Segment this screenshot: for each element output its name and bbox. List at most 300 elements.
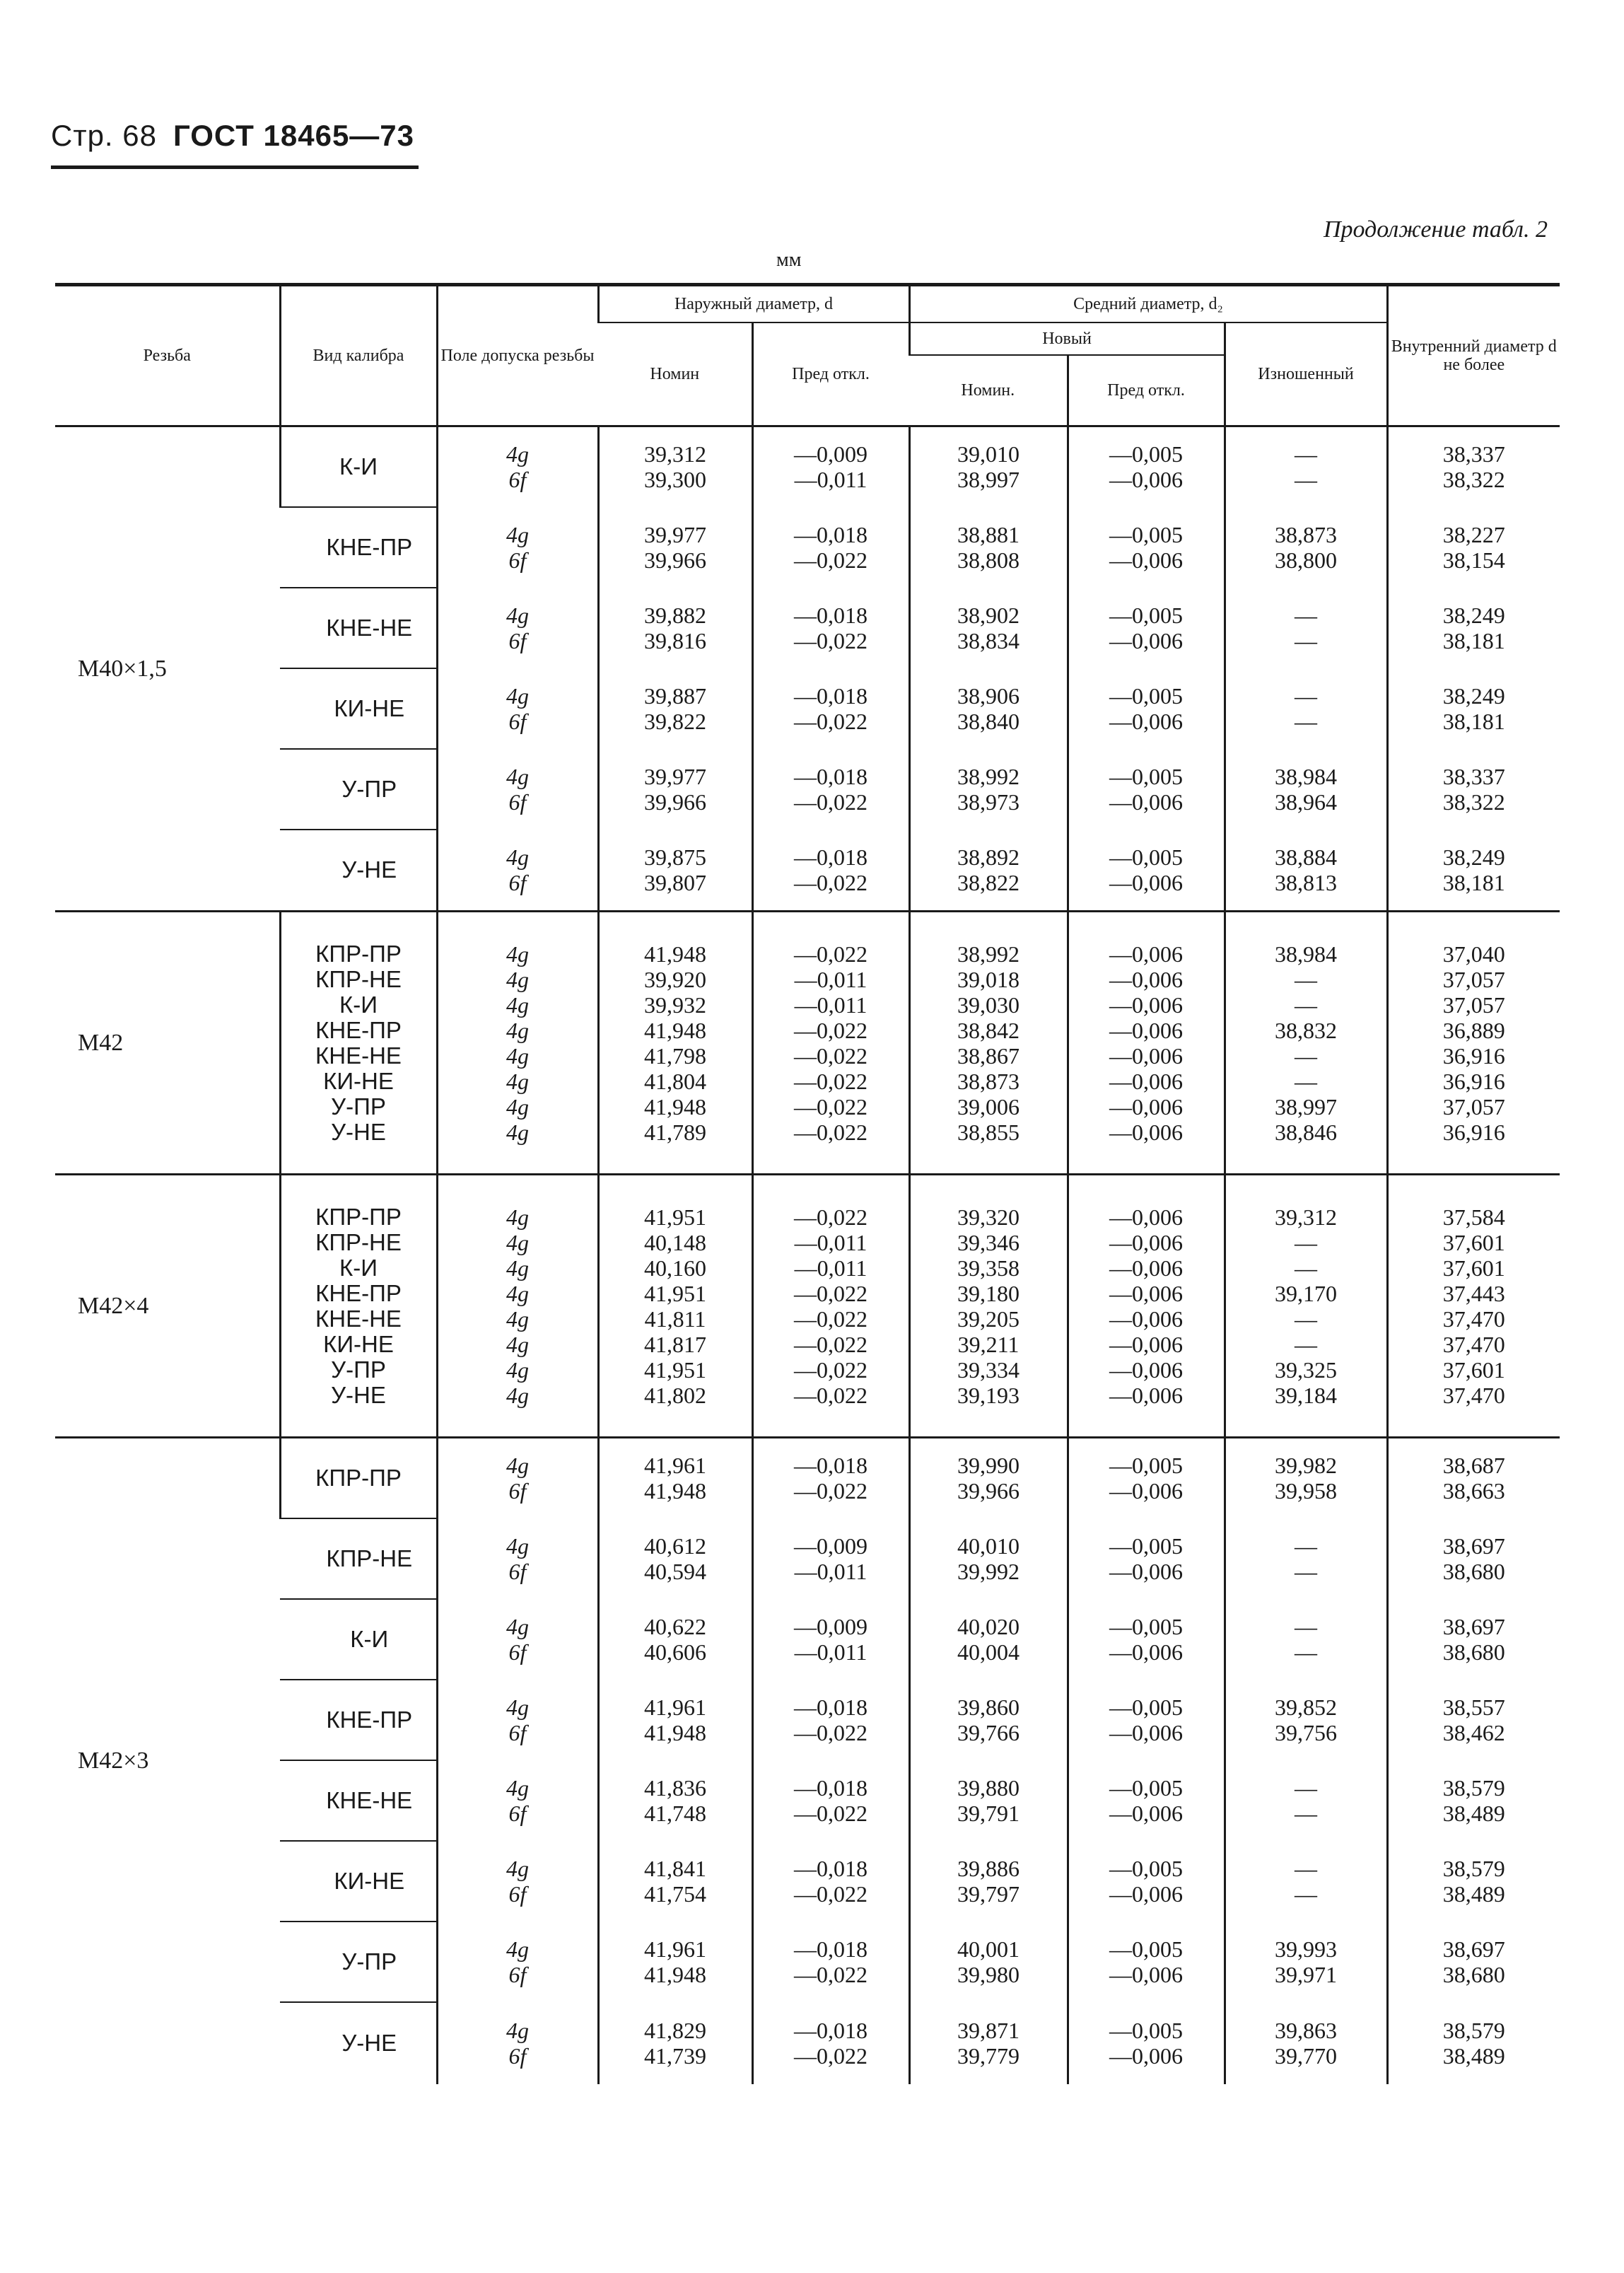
cell-value: —0,005	[1109, 1774, 1184, 1801]
cell-value: 41,798	[644, 1042, 706, 1069]
cell-value: 41,754	[644, 1880, 706, 1907]
cell-value: 39,932	[644, 992, 706, 1018]
worn-cell	[1225, 1680, 1387, 1760]
cell-value: 37,584	[1442, 1204, 1505, 1230]
outer-deviation-cell	[752, 1680, 909, 1760]
cell-value: 38,687	[1442, 1453, 1505, 1479]
cell-value: У-НЕ	[331, 1118, 386, 1145]
cell-value: 39,766	[957, 1719, 1020, 1745]
cell-value: 38,557	[1442, 1694, 1505, 1720]
cell-value: 38,873	[1275, 521, 1338, 547]
cell-value: 38,808	[957, 547, 1020, 573]
cell-value: —0,006	[1109, 1382, 1184, 1408]
worn-cell	[1225, 588, 1387, 668]
cell-value: 41,961	[644, 1453, 706, 1479]
cell-value: —0,022	[794, 1478, 868, 1504]
cell-value: —0,018	[794, 2017, 868, 2043]
cell-value: 38,181	[1442, 627, 1505, 653]
col-inner-diameter: Внутренний диаметр d не более	[1387, 285, 1560, 426]
table-row	[55, 912, 1560, 1175]
cell-value: —0,006	[1109, 1068, 1184, 1094]
cell-value: 4g	[506, 2017, 529, 2043]
cell-value: —0,005	[1109, 1936, 1184, 1962]
outer-nominal-cell	[598, 588, 752, 668]
cell-value: —0,006	[1109, 1306, 1184, 1332]
cell-value: 37,443	[1442, 1280, 1505, 1306]
cell-value: 41,948	[644, 1719, 706, 1745]
cell-value: 4g	[506, 682, 529, 709]
cell-value: 39,797	[957, 1880, 1020, 1907]
cell-value: 38,322	[1442, 789, 1505, 815]
col-thread: Резьба	[55, 285, 280, 426]
cell-value: —0,018	[794, 1694, 868, 1720]
cell-value: 38,902	[957, 602, 1020, 628]
cell-value: 4g	[506, 1255, 529, 1281]
cell-value: 41,948	[644, 1961, 706, 1987]
cell-value: 4g	[506, 763, 529, 789]
cell-value: КНЕ-НЕ	[315, 1042, 402, 1069]
inner-diameter-cell	[1387, 830, 1560, 912]
cell-value: —	[1295, 1855, 1318, 1881]
cell-value: 4g	[506, 1533, 529, 1559]
cell-value: —0,022	[794, 789, 868, 815]
cell-value: 4g	[506, 602, 529, 628]
cell-value: —0,009	[794, 1613, 868, 1639]
cell-value: 38,663	[1442, 1478, 1505, 1504]
cell-value: 41,948	[644, 941, 706, 967]
cell-value: 41,739	[644, 2042, 706, 2069]
inner-diameter-cell	[1387, 1922, 1560, 2002]
cell-value: 38,337	[1442, 441, 1505, 467]
cell-value: 39,346	[957, 1229, 1020, 1255]
cell-value: —0,022	[794, 1800, 868, 1826]
cell-value: 38,579	[1442, 1855, 1505, 1881]
cell-value: 38,813	[1275, 869, 1338, 895]
table-row	[55, 668, 1560, 749]
cell-value: 4g	[506, 1694, 529, 1720]
cell-value: 37,057	[1442, 966, 1505, 992]
cell-value: 38,834	[957, 627, 1020, 653]
cell-value: 39,807	[644, 869, 706, 895]
cell-value: 38,227	[1442, 521, 1505, 547]
cell-value: 38,249	[1442, 682, 1505, 709]
tolerance-cell	[437, 1841, 598, 1922]
inner-diameter-cell	[1387, 1760, 1560, 1841]
cell-value: —0,006	[1109, 467, 1184, 493]
cell-value: —0,005	[1109, 1533, 1184, 1559]
cell-value: 38,964	[1275, 789, 1338, 815]
cell-value: —0,011	[794, 1255, 868, 1281]
gauge-type-cell: К-И	[280, 426, 437, 507]
col-outer-nominal: Номин	[598, 322, 752, 426]
cell-value: КНЕ-ПР	[315, 1279, 402, 1306]
cell-value: 41,829	[644, 2017, 706, 2043]
cell-value: —0,022	[794, 1093, 868, 1120]
cell-value: —0,006	[1109, 1017, 1184, 1043]
thread-designation: М40×1,5	[55, 426, 280, 912]
outer-nominal-cell	[598, 426, 752, 507]
cell-value: 39,880	[957, 1774, 1020, 1801]
cell-value: —0,011	[794, 1558, 868, 1584]
cell-value: 6f	[508, 1719, 527, 1745]
group-mid-diameter: Средний диаметр, d₂	[909, 285, 1387, 323]
thread-designation: М42×3	[55, 1438, 280, 2084]
cell-value: —0,022	[794, 1306, 868, 1332]
cell-value: —0,006	[1109, 1280, 1184, 1306]
cell-value: —0,022	[794, 1280, 868, 1306]
tolerance-cell	[437, 507, 598, 588]
cell-value: 37,601	[1442, 1255, 1505, 1281]
cell-value: 39,334	[957, 1356, 1020, 1383]
cell-value: —	[1295, 467, 1318, 493]
cell-value: КПР-НЕ	[315, 1228, 402, 1255]
cell-value: 39,852	[1275, 1694, 1338, 1720]
cell-value: 40,004	[957, 1639, 1020, 1665]
outer-deviation-cell	[752, 1175, 909, 1438]
cell-value: —	[1295, 1229, 1318, 1255]
gauge-type-cell: КПР-НЕ	[280, 1518, 437, 1599]
cell-value: 39,958	[1275, 1478, 1338, 1504]
cell-value: 39,205	[957, 1306, 1020, 1332]
cell-value: 39,180	[957, 1280, 1020, 1306]
cell-value: 4g	[506, 1382, 529, 1408]
mid-nominal-cell	[909, 588, 1068, 668]
page-number: Стр. 68	[51, 119, 157, 152]
cell-value: —0,022	[794, 941, 868, 967]
unit-label: мм	[776, 249, 802, 271]
cell-value: —0,005	[1109, 521, 1184, 547]
table-row	[55, 1841, 1560, 1922]
cell-value: —0,006	[1109, 1042, 1184, 1069]
cell-value: 38,973	[957, 789, 1020, 815]
cell-value: 4g	[506, 1042, 529, 1069]
cell-value: 40,010	[957, 1533, 1020, 1559]
cell-value: 38,997	[957, 467, 1020, 493]
cell-value: —	[1295, 627, 1318, 653]
cell-value: 39,018	[957, 966, 1020, 992]
gauge-type-cell: КНЕ-НЕ	[280, 1760, 437, 1841]
cell-value: 6f	[508, 547, 527, 573]
cell-value: —0,006	[1109, 1800, 1184, 1826]
cell-value: —	[1295, 682, 1318, 709]
cell-value: —	[1295, 992, 1318, 1018]
cell-value: 39,756	[1275, 1719, 1338, 1745]
inner-diameter-cell	[1387, 1438, 1560, 1518]
outer-deviation-cell	[752, 507, 909, 588]
cell-value: 4g	[506, 1855, 529, 1881]
cell-value: 41,817	[644, 1331, 706, 1357]
cell-value: —	[1295, 1042, 1318, 1069]
cell-value: 38,680	[1442, 1558, 1505, 1584]
tolerance-cell	[437, 830, 598, 912]
cell-value: 38,906	[957, 682, 1020, 709]
cell-value: —0,006	[1109, 1093, 1184, 1120]
cell-value: —0,011	[794, 1229, 868, 1255]
cell-value: 38,680	[1442, 1639, 1505, 1665]
cell-value: —0,011	[794, 467, 868, 493]
cell-value: 6f	[508, 627, 527, 653]
cell-value: —0,022	[794, 1382, 868, 1408]
mid-nominal-cell	[909, 668, 1068, 749]
mid-deviation-cell	[1068, 749, 1225, 830]
cell-value: КПР-ПР	[315, 1203, 402, 1230]
cell-value: 39,779	[957, 2042, 1020, 2069]
cell-value: 39,822	[644, 708, 706, 734]
cell-value: —0,018	[794, 1453, 868, 1479]
cell-value: —0,006	[1109, 1204, 1184, 1230]
outer-deviation-cell	[752, 830, 909, 912]
cell-value: 38,873	[957, 1068, 1020, 1094]
gauge-type-cell: У-ПР	[280, 1922, 437, 2002]
cell-value: 39,993	[1275, 1936, 1338, 1962]
tolerance-cell	[437, 1175, 598, 1438]
cell-value: 37,470	[1442, 1382, 1505, 1408]
cell-value: КНЕ-НЕ	[315, 1305, 402, 1332]
cell-value: 4g	[506, 521, 529, 547]
cell-value: 41,951	[644, 1280, 706, 1306]
gauge-type-cell	[280, 912, 437, 1175]
cell-value: 38,489	[1442, 2042, 1505, 2069]
col-mid-nominal: Номин.	[909, 355, 1068, 426]
cell-value: 6f	[508, 2042, 527, 2069]
mid-nominal-cell	[909, 1680, 1068, 1760]
tolerance-cell	[437, 668, 598, 749]
mid-nominal-cell	[909, 2002, 1068, 2084]
cell-value: 36,916	[1442, 1042, 1505, 1069]
cell-value: —0,011	[794, 1639, 868, 1665]
cell-value: —0,006	[1109, 869, 1184, 895]
mid-nominal-cell	[909, 912, 1068, 1175]
outer-nominal-cell	[598, 1760, 752, 1841]
cell-value: —	[1295, 1306, 1318, 1332]
table-row	[55, 1922, 1560, 2002]
cell-value: 38,322	[1442, 467, 1505, 493]
cell-value: 4g	[506, 1093, 529, 1120]
cell-value: 38,992	[957, 763, 1020, 789]
cell-value: —0,006	[1109, 941, 1184, 967]
cell-value: 38,892	[957, 844, 1020, 870]
cell-value: 39,358	[957, 1255, 1020, 1281]
table-row	[55, 1599, 1560, 1680]
cell-value: —0,006	[1109, 992, 1184, 1018]
cell-value: 41,789	[644, 1119, 706, 1145]
thread-designation: М42×4	[55, 1175, 280, 1438]
cell-value: —	[1295, 1800, 1318, 1826]
cell-value: —0,006	[1109, 1356, 1184, 1383]
gauge-type-cell: У-НЕ	[341, 856, 397, 883]
group-outer-diameter: Наружный диаметр, d	[598, 285, 909, 323]
worn-cell	[1225, 749, 1387, 830]
cell-value: —0,018	[794, 521, 868, 547]
cell-value: —0,022	[794, 1961, 868, 1987]
gauge-type-cell: КНЕ-ПР	[280, 507, 437, 588]
cell-value: —	[1295, 1255, 1318, 1281]
cell-value: —	[1295, 602, 1318, 628]
cell-value: —0,018	[794, 682, 868, 709]
cell-value: 4g	[506, 1229, 529, 1255]
cell-value: —0,006	[1109, 1119, 1184, 1145]
cell-value: 38,842	[957, 1017, 1020, 1043]
gauge-type-cell: К-И	[280, 1599, 437, 1680]
cell-value: 38,489	[1442, 1800, 1505, 1826]
gauge-type-cell: КНЕ-ПР	[280, 1680, 437, 1760]
cell-value: 4g	[506, 1453, 529, 1479]
cell-value: 6f	[508, 869, 527, 895]
cell-value: 6f	[508, 1961, 527, 1987]
gauge-type-cell: У-ПР	[280, 749, 437, 830]
cell-value: —	[1295, 1533, 1318, 1559]
mid-deviation-cell	[1068, 588, 1225, 668]
cell-value: —0,006	[1109, 627, 1184, 653]
mid-deviation-cell	[1068, 668, 1225, 749]
cell-value: —0,005	[1109, 1613, 1184, 1639]
cell-value: 4g	[506, 1306, 529, 1332]
outer-deviation-cell	[752, 1599, 909, 1680]
cell-value: 39,982	[1275, 1453, 1338, 1479]
cell-value: 37,470	[1442, 1331, 1505, 1357]
cell-value: —0,006	[1109, 789, 1184, 815]
cell-value: 38,840	[957, 708, 1020, 734]
cell-value: —0,009	[794, 441, 868, 467]
mid-deviation-cell	[1068, 1175, 1225, 1438]
cell-value: 39,966	[644, 789, 706, 815]
cell-value: 4g	[506, 992, 529, 1018]
cell-value: 39,990	[957, 1453, 1020, 1479]
outer-deviation-cell	[752, 1518, 909, 1599]
cell-value: —0,005	[1109, 763, 1184, 789]
cell-value: КНЕ-ПР	[315, 1016, 402, 1043]
cell-value: 37,057	[1442, 1093, 1505, 1120]
cell-value: 4g	[506, 441, 529, 467]
cell-value: —0,005	[1109, 682, 1184, 709]
cell-value: 39,211	[957, 1331, 1020, 1357]
outer-deviation-cell	[752, 1438, 909, 1518]
cell-value: 41,841	[644, 1855, 706, 1881]
cell-value: —0,018	[794, 1936, 868, 1962]
outer-nominal-cell	[598, 1438, 752, 1518]
standard-title: ГОСТ 18465—73	[173, 119, 415, 152]
cell-value: 38,822	[957, 869, 1020, 895]
tolerance-cell	[437, 2002, 598, 2084]
table-row	[55, 830, 1560, 912]
mid-nominal-cell	[909, 507, 1068, 588]
cell-value: 41,748	[644, 1800, 706, 1826]
tolerance-cell	[437, 1599, 598, 1680]
inner-diameter-cell	[1387, 2002, 1560, 2084]
cell-value: 38,800	[1275, 547, 1338, 573]
cell-value: —0,005	[1109, 1453, 1184, 1479]
cell-value: —0,006	[1109, 1558, 1184, 1584]
table-row	[55, 588, 1560, 668]
cell-value: —0,022	[794, 1068, 868, 1094]
cell-value: 41,836	[644, 1774, 706, 1801]
cell-value: 39,875	[644, 844, 706, 870]
cell-value: 40,606	[644, 1639, 706, 1665]
worn-cell	[1225, 912, 1387, 1175]
cell-value: 39,320	[957, 1204, 1020, 1230]
cell-value: —0,011	[794, 992, 868, 1018]
col-gauge-type: Вид калибра	[280, 285, 437, 426]
cell-value: 38,992	[957, 941, 1020, 967]
cell-value: 38,832	[1275, 1017, 1338, 1043]
cell-value: 41,961	[644, 1694, 706, 1720]
cell-value: 6f	[508, 467, 527, 493]
table-row	[55, 1438, 1560, 1518]
mid-deviation-cell	[1068, 2002, 1225, 2084]
cell-value: —	[1295, 1639, 1318, 1665]
cell-value: —0,006	[1109, 966, 1184, 992]
mid-nominal-cell	[909, 1599, 1068, 1680]
mid-deviation-cell	[1068, 1922, 1225, 2002]
mid-deviation-cell	[1068, 1841, 1225, 1922]
mid-nominal-cell	[909, 1760, 1068, 1841]
cell-value: 37,057	[1442, 992, 1505, 1018]
cell-value: 4g	[506, 966, 529, 992]
cell-value: —0,006	[1109, 547, 1184, 573]
cell-value: 38,249	[1442, 844, 1505, 870]
cell-value: КПР-НЕ	[315, 965, 402, 992]
cell-value: —0,009	[794, 1533, 868, 1559]
cell-value: —0,022	[794, 1042, 868, 1069]
cell-value: 4g	[506, 1613, 529, 1639]
cell-value: 39,992	[957, 1558, 1020, 1584]
cell-value: 38,489	[1442, 1880, 1505, 1907]
mid-deviation-cell	[1068, 912, 1225, 1175]
outer-deviation-cell	[752, 2002, 909, 2084]
thread-designation: М42	[55, 912, 280, 1175]
cell-value: 39,966	[957, 1478, 1020, 1504]
worn-cell	[1225, 2002, 1387, 2084]
cell-value: —0,022	[794, 1331, 868, 1357]
cell-value: —0,006	[1109, 1639, 1184, 1665]
cell-value: 38,680	[1442, 1961, 1505, 1987]
cell-value: —0,006	[1109, 1719, 1184, 1745]
cell-value: У-ПР	[331, 1093, 386, 1120]
outer-nominal-cell	[598, 1175, 752, 1438]
inner-diameter-cell	[1387, 507, 1560, 588]
mid-deviation-cell	[1068, 830, 1225, 912]
cell-value: 39,006	[957, 1093, 1020, 1120]
cell-value: 38,697	[1442, 1533, 1505, 1559]
cell-value: —	[1295, 441, 1318, 467]
cell-value: 6f	[508, 708, 527, 734]
mid-nominal-cell	[909, 830, 1068, 912]
worn-cell	[1225, 507, 1387, 588]
header-underline	[51, 165, 419, 169]
cell-value: —0,006	[1109, 1478, 1184, 1504]
cell-value: 39,325	[1275, 1356, 1338, 1383]
outer-nominal-cell	[598, 2002, 752, 2084]
cell-value: У-ПР	[331, 1356, 386, 1383]
cell-value: 38,154	[1442, 547, 1505, 573]
mid-deviation-cell	[1068, 1680, 1225, 1760]
cell-value: 41,951	[644, 1356, 706, 1383]
cell-value: 4g	[506, 1936, 529, 1962]
outer-nominal-cell	[598, 1841, 752, 1922]
inner-diameter-cell	[1387, 749, 1560, 830]
cell-value: —0,018	[794, 602, 868, 628]
inner-diameter-cell	[1387, 668, 1560, 749]
mid-nominal-cell	[909, 1518, 1068, 1599]
cell-value: —	[1295, 1331, 1318, 1357]
cell-value: 41,948	[644, 1017, 706, 1043]
tolerance-cell	[437, 1438, 598, 1518]
cell-value: КИ-НЕ	[323, 1067, 394, 1094]
col-outer-deviation: Пред откл.	[752, 322, 909, 426]
cell-value: —0,006	[1109, 1961, 1184, 1987]
cell-value: 40,020	[957, 1613, 1020, 1639]
tolerance-cell	[437, 1922, 598, 2002]
